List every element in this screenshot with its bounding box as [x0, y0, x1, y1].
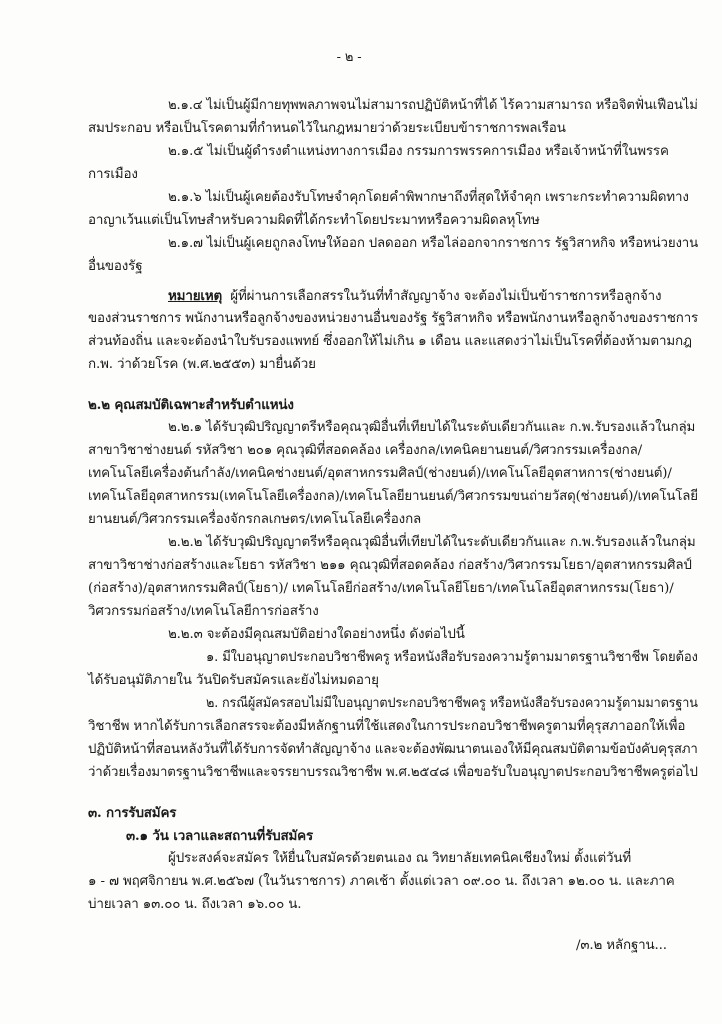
item-2-2-3-sub2-line1: ๒. กรณีผู้สมัครสอบไม่มีใบอนุญาตประกอบวิชาชีพครู หรือหนังสือรับรองความรู้ตามมาตรฐาน [206, 696, 698, 711]
section-3-1-line2: ๑ - ๗ พฤศจิกายน พ.ศ.๒๕๖๗ (ในวันราชการ) ภาคเช้า ตั้งแต่เวลา ๐๙.๐๐ น. ถึงเวลา ๑๒.๐๐ น. และภาค [88, 874, 675, 889]
item-2-1-7-line1: ๒.๑.๗ ไม่เป็นผู้เคยถูกลงโทษให้ออก ปลดออก หรือไล่ออกจากราชการ รัฐวิสาหกิจ หรือหน่วยงาน [168, 236, 699, 251]
item-2-2-3-sub2-line3: ปฏิบัติหน้าที่สอนหลังวันที่ได้รับการจัดทำสัญญาจ้าง และจะต้องพัฒนาตนเองให้มีคุณสมบัติตามข้อบังคับคุรุสภา [88, 742, 698, 757]
item-2-2-2-line3: (ก่อสร้าง)/อุตสาหกรรมศิลป์(โยธา)/ เทคโนโลยีก่อสร้าง/เทคโนโลยีโยธา/เทคโนโลยีอุตสาหกรรม(โยธา)/ [88, 581, 674, 596]
item-2-2-3: ๒.๒.๓ จะต้องมีคุณสมบัติอย่างใดอย่างหนึ่ง ดังต่อไปนี้ [168, 627, 465, 642]
note-label: หมายเหตุ [168, 288, 223, 304]
item-2-1-7-line2: อื่นของรัฐ [88, 259, 143, 274]
note-line3: ส่วนท้องถิ่น และจะต้องนำใบรับรองแพทย์ ซึ่งออกให้ไม่เกิน ๑ เดือน และแสดงว่าไม่เป็นโรคที่ต้องห้ามตามกฎ [88, 334, 692, 349]
item-2-2-1-line2: สาขาวิชาช่างยนต์ รหัสวิชา ๒๐๑ คุณวุฒิที่สอดคล้อง เครื่องกล/เทคนิคยานยนต์/วิศวกรรมเครื่องกล/ [88, 443, 643, 458]
item-2-2-3-sub2-line2: วิชาชีพ หากได้รับการเลือกสรรจะต้องมีหลักฐานที่ใช้แสดงในการประกอบวิชาชีพครูตามที่คุรุสภาออกให้เพื่อ [88, 719, 686, 734]
item-2-2-1-line3: เทคโนโลยีเครื่องต้นกำลัง/เทคนิคช่างยนต์/อุตสาหกรรมศิลป์(ช่างยนต์)/เทคโนโลยีอุตสาหการ(ช่างยนต์)/ [88, 466, 672, 481]
item-2-2-2-line4: วิศวกรรมก่อสร้าง/เทคโนโลยีการก่อสร้าง [88, 604, 319, 619]
page-number: - ๒ - [336, 50, 362, 65]
item-2-2-1-line5: ยานยนต์/วิศวกรรมเครื่องจักรกลเกษตร/เทคโนโลยีเครื่องกล [88, 512, 422, 527]
note-line2: ของส่วนราชการ พนักงานหรือลูกจ้างของหน่วยงานอื่นของรัฐ รัฐวิสาหกิจ หรือพนักงานหรือลูกจ้างของราชการ [88, 311, 699, 326]
section-3-heading: ๓. การรับสมัคร [88, 805, 177, 821]
item-2-1-6-line1: ๒.๑.๖ ไม่เป็นผู้เคยต้องรับโทษจำคุกโดยคำพิพากษาถึงที่สุดให้จำคุก เพราะกระทำความผิดทาง [168, 190, 689, 205]
section-3-1-line3: บ่ายเวลา ๑๓.๐๐ น. ถึงเวลา ๑๖.๐๐ น. [88, 897, 302, 912]
item-2-2-3-sub2-line4: ว่าด้วยเรื่องมาตรฐานวิชาชีพและจรรยาบรรณวิชาชีพ พ.ศ.๒๕๔๘ เพื่อขอรับใบอนุญาตประกอบวิชาชีพครูต่อไป [88, 765, 698, 780]
item-2-1-4-line2: สมประกอบ หรือเป็นโรคตามที่กำหนดไว้ในกฎหมายว่าด้วยระเบียบข้าราชการพลเรือน [88, 121, 566, 136]
continuation-note: /๓.๒ หลักฐาน... [576, 938, 667, 953]
item-2-2-3-sub1-line1: ๑. มีใบอนุญาตประกอบวิชาชีพครู หรือหนังสือรับรองความรู้ตามมาตรฐานวิชาชีพ โดยต้อง [206, 650, 698, 665]
item-2-2-1-line4: เทคโนโลยีอุตสาหกรรม(เทคโนโลยีเครื่องกล)/เทคโนโลยียานยนต์/วิศวกรรมขนถ่ายวัสดุ(ช่างยนต์)/เทคโนโลยี [88, 489, 698, 504]
section-3-1-heading: ๓.๑ วัน เวลาและสถานที่รับสมัคร [126, 828, 314, 844]
note-line1 [168, 288, 661, 305]
item-2-1-6-line2: อาญาเว้นแต่เป็นโทษสำหรับความผิดที่ได้กระทำโดยประมาทหรือความผิดลหุโทษ [88, 213, 540, 228]
item-2-1-5-line2: การเมือง [88, 167, 138, 182]
item-2-1-4-line1: ๒.๑.๔ ไม่เป็นผู้มีกายทุพพลภาพจนไม่สามารถปฏิบัติหน้าที่ได้ ไร้ความสามารถ หรือจิตฟั่นเฟือนไม่ [168, 98, 698, 113]
item-2-2-2-line2: สาขาวิชาช่างก่อสร้างและโยธา รหัสวิชา ๒๑๑ คุณวุฒิที่สอดคล้อง ก่อสร้าง/วิศวกรรมโยธา/อุตสาหกรรมศิลป์ [88, 558, 692, 573]
item-2-2-3-sub1-line2: ได้รับอนุมัติภายใน วันปิดรับสมัครและยังไม่หมดอายุ [88, 673, 379, 688]
note-text: ผู้ที่ผ่านการเลือกสรรในวันที่ทำสัญญาจ้าง จะต้องไม่เป็นข้าราชการหรือลูกจ้าง [230, 289, 662, 304]
section-2-2-heading: ๒.๒ คุณสมบัติเฉพาะสำหรับตำแหน่ง [88, 397, 294, 413]
item-2-2-2-line1: ๒.๒.๒ ได้รับวุฒิปริญญาตรีหรือคุณวุฒิอื่นที่เทียบได้ในระดับเดียวกันและ ก.พ.รับรองแล้วในกลุ่ม [168, 535, 696, 550]
note-line4: ก.พ. ว่าด้วยโรค (พ.ศ.๒๕๕๓) มายื่นด้วย [88, 357, 316, 372]
item-2-2-1-line1: ๒.๒.๑ ได้รับวุฒิปริญญาตรีหรือคุณวุฒิอื่นที่เทียบได้ในระดับเดียวกันและ ก.พ.รับรองแล้วในกลุ่ม [168, 420, 696, 435]
item-2-1-5-line1: ๒.๑.๕ ไม่เป็นผู้ดำรงตำแหน่งทางการเมือง กรรมการพรรคการเมือง หรือเจ้าหน้าที่ในพรรค [168, 144, 669, 159]
section-3-1-line1: ผู้ประสงค์จะสมัคร ให้ยื่นใบสมัครด้วยตนเอง ณ วิทยาลัยเทคนิคเชียงใหม่ ตั้งแต่วันที่ [168, 851, 632, 866]
